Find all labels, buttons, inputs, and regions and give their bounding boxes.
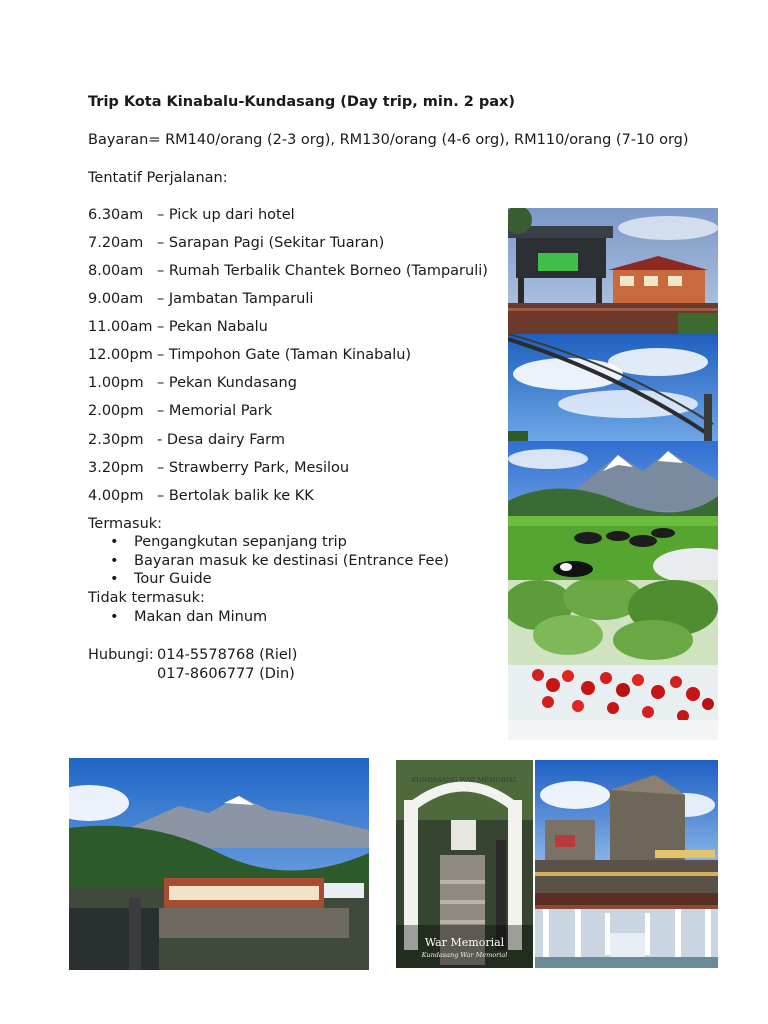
arch-sign-text: KUNDASANG WAR MEMORIAL — [411, 776, 518, 784]
upside-down-house-photo — [508, 208, 718, 334]
itinerary-activity: – Pick up dari hotel — [157, 207, 295, 223]
itinerary-activity: – Sarapan Pagi (Sekitar Tuaran) — [157, 235, 385, 251]
memorial-gardens-photo — [535, 760, 718, 893]
memorial-pergola-photo — [535, 893, 718, 968]
itinerary-activity: – Rumah Terbalik Chantek Borneo (Tamparuli) — [157, 263, 488, 279]
itinerary-time: 2.30pm — [88, 432, 144, 448]
war-memorial-arch-photo — [396, 760, 533, 968]
contact-phone: 014-5578768 (Riel) — [157, 647, 298, 663]
itinerary-activity: – Timpohon Gate (Taman Kinabalu) — [157, 347, 412, 363]
tamparuli-bridge-photo — [508, 334, 718, 441]
itinerary-activity: – Pekan Nabalu — [157, 319, 268, 335]
list-item: • Pengangkutan sepanjang trip — [88, 533, 449, 552]
itinerary-time: 1.00pm — [88, 375, 144, 391]
excluded-heading: Tidak termasuk: — [88, 590, 205, 606]
itinerary-time: 4.00pm — [88, 488, 144, 504]
list-item: • Bayaran masuk ke destinasi (Entrance Fee) — [88, 552, 449, 571]
included-heading: Termasuk: — [88, 516, 163, 532]
itinerary-activity: – Memorial Park — [157, 403, 273, 419]
itinerary-time: 6.30am — [88, 207, 144, 223]
itinerary-activity: – Jambatan Tamparuli — [157, 291, 314, 307]
itinerary-time: 12.00pm — [88, 347, 153, 363]
itinerary-time: 7.20am — [88, 235, 144, 251]
document-title: Trip Kota Kinabalu-Kundasang (Day trip, min. 2 pax) — [88, 94, 516, 110]
contact-phone: 017-8606777 (Din) — [157, 666, 295, 682]
itinerary-time: 8.00am — [88, 263, 144, 279]
itinerary-time: 11.00am — [88, 319, 153, 335]
kundasang-town-photo — [69, 758, 369, 970]
list-item: • Tour Guide — [88, 570, 449, 589]
itinerary-activity: – Strawberry Park, Mesilou — [157, 460, 350, 476]
included-list — [88, 533, 449, 589]
pricing-text: Bayaran= RM140/orang (2-3 org), RM130/orang (4-6 org), RM110/orang (7-10 org) — [88, 132, 689, 148]
war-memorial-subcaption: Kundasang War Memorial — [421, 951, 508, 959]
itinerary-heading: Tentatif Perjalanan: — [88, 170, 228, 186]
itinerary-activity: – Bertolak balik ke KK — [157, 488, 314, 504]
itinerary-time: 3.20pm — [88, 460, 144, 476]
desa-dairy-farm-photo — [508, 441, 718, 580]
list-item: • Makan dan Minum — [88, 608, 267, 627]
itinerary-activity: – Pekan Kundasang — [157, 375, 297, 391]
contact-label: Hubungi: — [88, 647, 154, 663]
excluded-list — [88, 608, 267, 627]
itinerary-activity: - Desa dairy Farm — [157, 432, 285, 448]
war-memorial-caption: War Memorial — [424, 936, 505, 949]
itinerary-time: 2.00pm — [88, 403, 144, 419]
strawberry-park-photo — [508, 580, 718, 740]
itinerary-time: 9.00am — [88, 291, 144, 307]
